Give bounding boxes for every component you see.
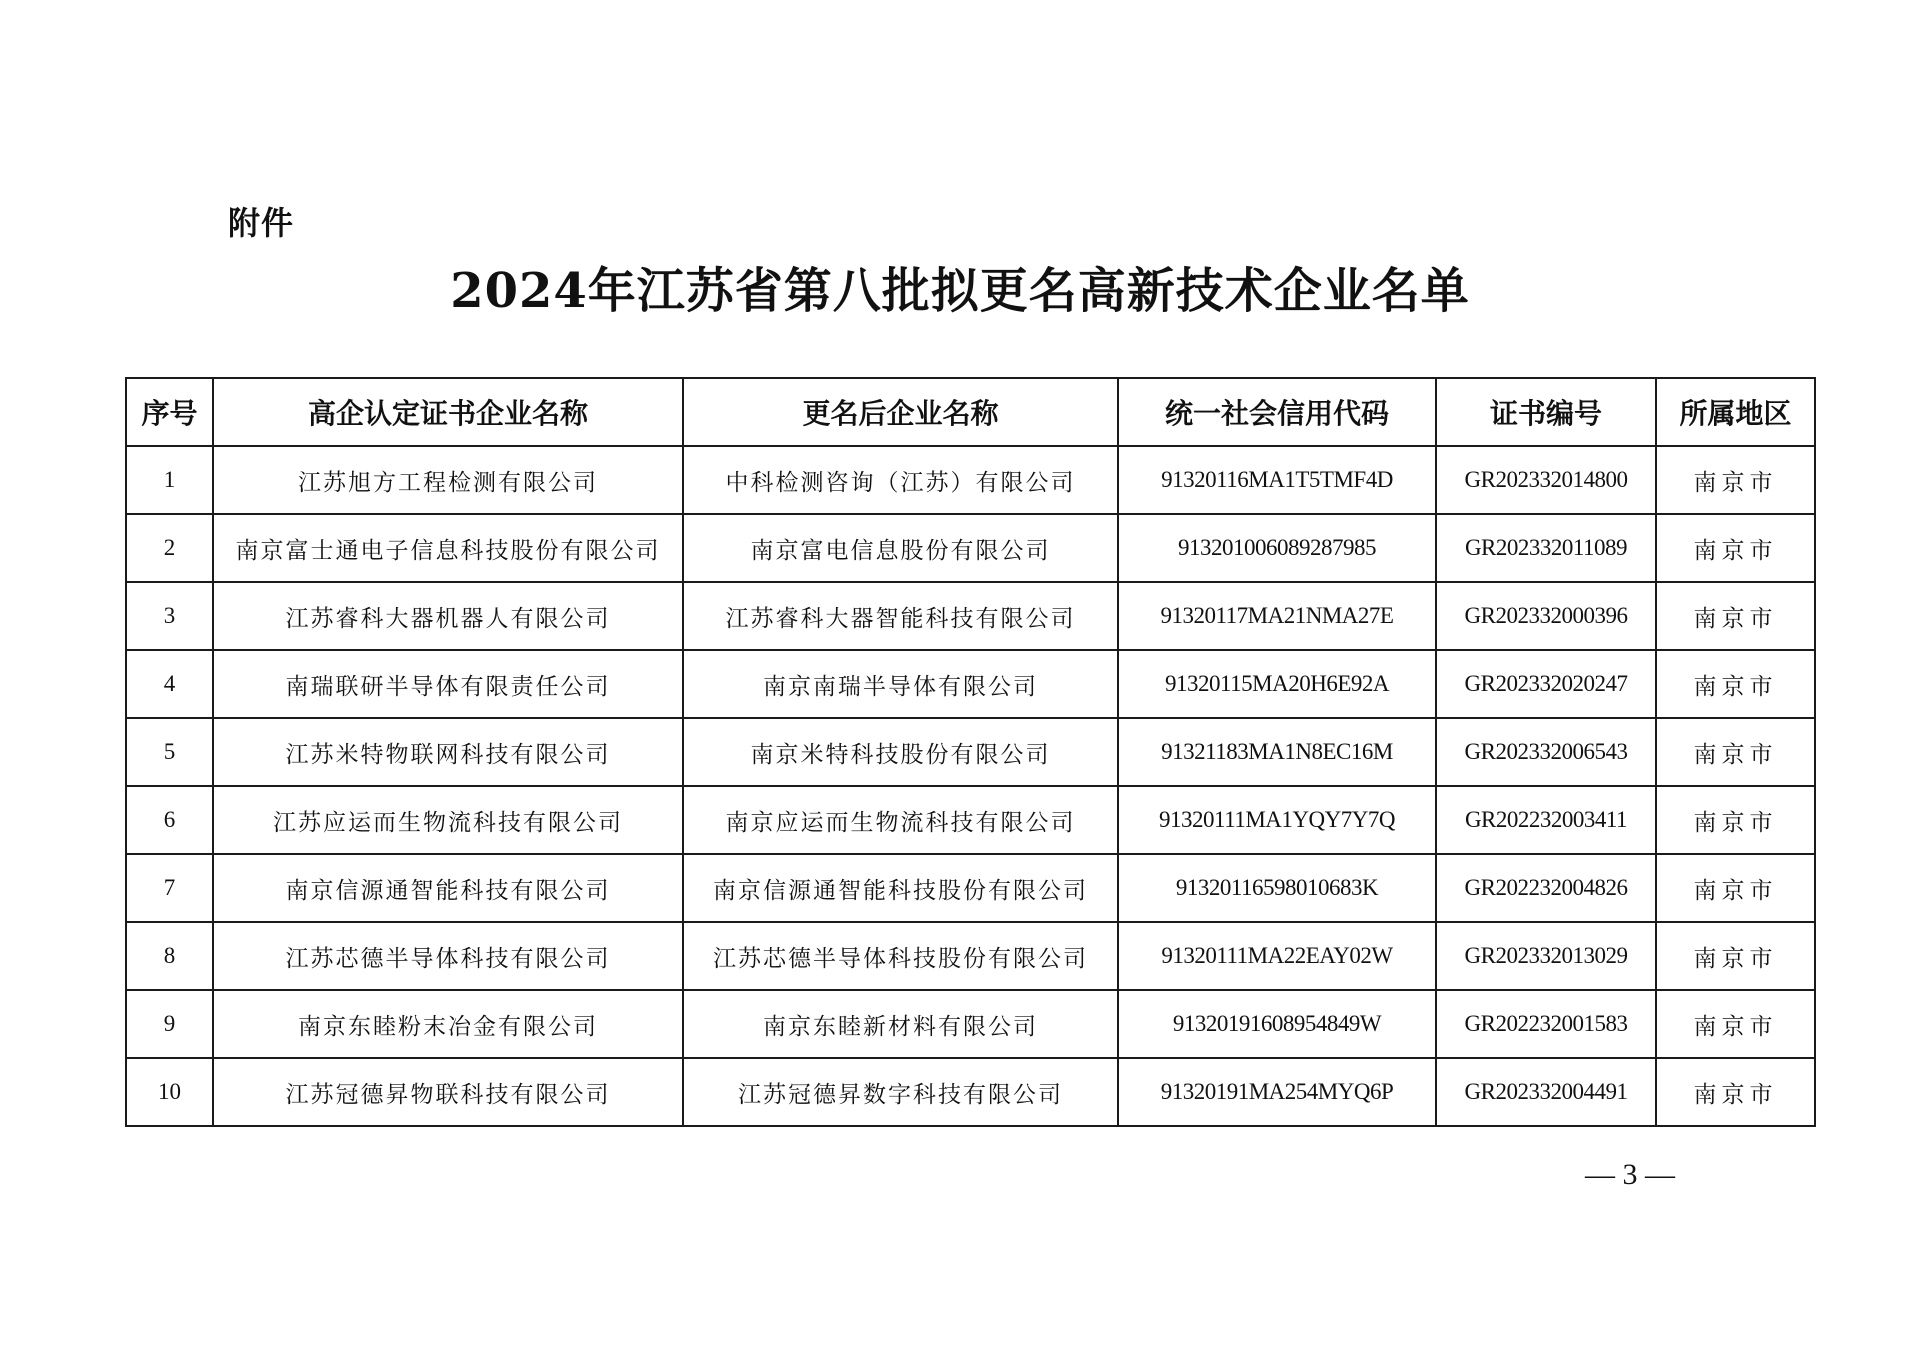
new-company-name-cell: 江苏睿科大器智能科技有限公司 bbox=[683, 582, 1118, 650]
header-certificate-number: 证书编号 bbox=[1436, 378, 1656, 446]
serial-number-cell: 10 bbox=[126, 1058, 213, 1126]
original-company-name-cell: 江苏芯德半导体科技有限公司 bbox=[213, 922, 683, 990]
certificate-number-cell: GR202332020247 bbox=[1436, 650, 1656, 718]
header-new-company-name: 更名后企业名称 bbox=[683, 378, 1118, 446]
region-cell: 南京市 bbox=[1656, 922, 1815, 990]
original-company-name-cell: 南京东睦粉末冶金有限公司 bbox=[213, 990, 683, 1058]
header-region: 所属地区 bbox=[1656, 378, 1815, 446]
enterprise-rename-table bbox=[125, 377, 1816, 1127]
serial-number-cell: 9 bbox=[126, 990, 213, 1058]
certificate-number-cell: GR202232003411 bbox=[1436, 786, 1656, 854]
serial-number-cell: 8 bbox=[126, 922, 213, 990]
original-company-name-cell: 江苏米特物联网科技有限公司 bbox=[213, 718, 683, 786]
table-row bbox=[126, 786, 1815, 854]
new-company-name-cell: 江苏冠德昇数字科技有限公司 bbox=[683, 1058, 1118, 1126]
serial-number-cell: 2 bbox=[126, 514, 213, 582]
table-row bbox=[126, 990, 1815, 1058]
page-number: — 3 — bbox=[1585, 1158, 1675, 1191]
original-company-name-cell: 江苏旭方工程检测有限公司 bbox=[213, 446, 683, 514]
new-company-name-cell: 南京米特科技股份有限公司 bbox=[683, 718, 1118, 786]
serial-number-cell: 6 bbox=[126, 786, 213, 854]
credit-code-cell: 91321183MA1N8EC16M bbox=[1118, 718, 1436, 786]
region-cell: 南京市 bbox=[1656, 990, 1815, 1058]
header-credit-code: 统一社会信用代码 bbox=[1118, 378, 1436, 446]
new-company-name-cell: 南京应运而生物流科技有限公司 bbox=[683, 786, 1118, 854]
table-row bbox=[126, 922, 1815, 990]
original-company-name-cell: 南京信源通智能科技有限公司 bbox=[213, 854, 683, 922]
region-cell: 南京市 bbox=[1656, 854, 1815, 922]
new-company-name-cell: 南京信源通智能科技股份有限公司 bbox=[683, 854, 1118, 922]
region-cell: 南京市 bbox=[1656, 718, 1815, 786]
table-row bbox=[126, 1058, 1815, 1126]
serial-number-cell: 1 bbox=[126, 446, 213, 514]
certificate-number-cell: GR202332014800 bbox=[1436, 446, 1656, 514]
table-row bbox=[126, 718, 1815, 786]
serial-number-cell: 3 bbox=[126, 582, 213, 650]
table-row bbox=[126, 582, 1815, 650]
new-company-name-cell: 南京东睦新材料有限公司 bbox=[683, 990, 1118, 1058]
table-row bbox=[126, 854, 1815, 922]
certificate-number-cell: GR202332013029 bbox=[1436, 922, 1656, 990]
serial-number-cell: 7 bbox=[126, 854, 213, 922]
original-company-name-cell: 江苏冠德昇物联科技有限公司 bbox=[213, 1058, 683, 1126]
certificate-number-cell: GR202332000396 bbox=[1436, 582, 1656, 650]
certificate-number-cell: GR202332004491 bbox=[1436, 1058, 1656, 1126]
table-header-row bbox=[126, 378, 1815, 446]
credit-code-cell: 91320115MA20H6E92A bbox=[1118, 650, 1436, 718]
new-company-name-cell: 中科检测咨询（江苏）有限公司 bbox=[683, 446, 1118, 514]
region-cell: 南京市 bbox=[1656, 786, 1815, 854]
original-company-name-cell: 南京富士通电子信息科技股份有限公司 bbox=[213, 514, 683, 582]
original-company-name-cell: 江苏应运而生物流科技有限公司 bbox=[213, 786, 683, 854]
region-cell: 南京市 bbox=[1656, 446, 1815, 514]
document-title: 2024年江苏省第八批拟更名高新技术企业名单 bbox=[450, 263, 1470, 319]
new-company-name-cell: 南京南瑞半导体有限公司 bbox=[683, 650, 1118, 718]
credit-code-cell: 91320111MA1YQY7Y7Q bbox=[1118, 786, 1436, 854]
original-company-name-cell: 江苏睿科大器机器人有限公司 bbox=[213, 582, 683, 650]
region-cell: 南京市 bbox=[1656, 650, 1815, 718]
credit-code-cell: 91320191MA254MYQ6P bbox=[1118, 1058, 1436, 1126]
credit-code-cell: 91320116598010683K bbox=[1118, 854, 1436, 922]
certificate-number-cell: GR202232001583 bbox=[1436, 990, 1656, 1058]
serial-number-cell: 5 bbox=[126, 718, 213, 786]
credit-code-cell: 91320117MA21NMA27E bbox=[1118, 582, 1436, 650]
region-cell: 南京市 bbox=[1656, 582, 1815, 650]
table-row bbox=[126, 446, 1815, 514]
certificate-number-cell: GR202332006543 bbox=[1436, 718, 1656, 786]
table-row bbox=[126, 514, 1815, 582]
credit-code-cell: 913201006089287985 bbox=[1118, 514, 1436, 582]
attachment-label: 附件 bbox=[228, 204, 295, 242]
certificate-number-cell: GR202332011089 bbox=[1436, 514, 1656, 582]
new-company-name-cell: 南京富电信息股份有限公司 bbox=[683, 514, 1118, 582]
credit-code-cell: 91320191608954849W bbox=[1118, 990, 1436, 1058]
region-cell: 南京市 bbox=[1656, 1058, 1815, 1126]
serial-number-cell: 4 bbox=[126, 650, 213, 718]
header-original-company-name: 高企认定证书企业名称 bbox=[213, 378, 683, 446]
region-cell: 南京市 bbox=[1656, 514, 1815, 582]
header-serial-number: 序号 bbox=[126, 378, 213, 446]
certificate-number-cell: GR202232004826 bbox=[1436, 854, 1656, 922]
table-row bbox=[126, 650, 1815, 718]
original-company-name-cell: 南瑞联研半导体有限责任公司 bbox=[213, 650, 683, 718]
credit-code-cell: 91320111MA22EAY02W bbox=[1118, 922, 1436, 990]
new-company-name-cell: 江苏芯德半导体科技股份有限公司 bbox=[683, 922, 1118, 990]
credit-code-cell: 91320116MA1T5TMF4D bbox=[1118, 446, 1436, 514]
